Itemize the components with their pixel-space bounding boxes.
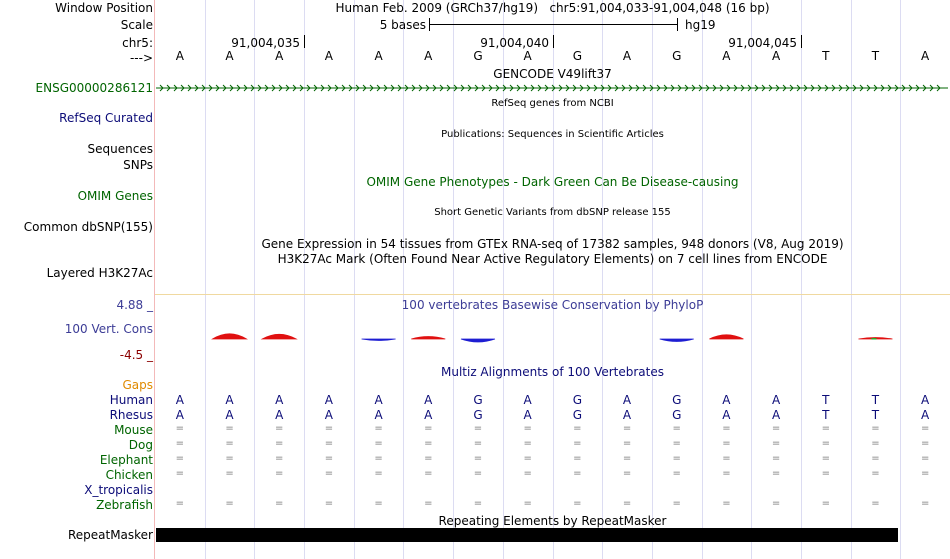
human-base: T: [871, 393, 880, 407]
alignment-mark: =: [225, 438, 234, 449]
human-base: G: [672, 393, 682, 407]
alignment-mark: =: [523, 468, 532, 479]
alignment-mark: =: [920, 423, 930, 434]
refseq-title: RefSeq genes from NCBI: [491, 98, 614, 109]
phylop-score-mark: [411, 337, 445, 340]
alignment-mark: =: [821, 468, 830, 479]
species-label-mouse[interactable]: Mouse: [114, 423, 153, 437]
refseq-label[interactable]: RefSeq Curated: [59, 111, 153, 125]
alignment-mark: =: [672, 468, 681, 479]
alignment-mark: =: [672, 498, 681, 509]
alignment-mark: =: [672, 453, 681, 464]
reference-base: A: [175, 49, 184, 63]
alignment-mark: =: [374, 438, 383, 449]
dbsnp-title: Short Genetic Variants from dbSNP release 155: [434, 207, 671, 218]
alignment-mark: =: [622, 438, 632, 449]
alignment-mark: =: [821, 423, 830, 434]
phylop-score-mark: [461, 339, 495, 342]
reference-base: A: [722, 49, 731, 63]
alignment-mark: =: [573, 423, 582, 434]
phylop-score-mark: [660, 339, 694, 342]
human-base: G: [572, 393, 582, 407]
coordinate-tick-label: 91,004,045: [728, 36, 797, 50]
alignment-mark: =: [573, 453, 582, 464]
species-label-dog[interactable]: Dog: [128, 438, 153, 452]
alignment-mark: =: [771, 453, 781, 464]
snps-label[interactable]: SNPs: [123, 158, 153, 172]
alignment-mark: =: [473, 468, 483, 479]
reference-base: G: [572, 49, 582, 63]
phylop-max-label: 4.88 _: [116, 298, 153, 312]
human-base: A: [622, 393, 632, 407]
alignment-mark: =: [771, 438, 781, 449]
alignment-mark: =: [275, 453, 284, 464]
reference-base: T: [822, 49, 830, 63]
reference-base: A: [622, 49, 632, 63]
scale-text: 5 bases: [379, 18, 426, 32]
h3k27ac-title: H3K27Ac Mark (Often Found Near Active Regulatory Elements) on 7 cell lines from ENCODE: [277, 252, 828, 266]
alignment-mark: =: [672, 438, 681, 449]
alignment-mark: =: [920, 468, 930, 479]
alignment-mark: =: [275, 423, 284, 434]
phylop-label[interactable]: 100 Vert. Cons: [64, 322, 153, 336]
repeatmasker-title: Repeating Elements by RepeatMasker: [438, 514, 667, 528]
alignment-mark: =: [622, 468, 632, 479]
alignment-mark: =: [424, 468, 433, 479]
alignment-mark: =: [275, 468, 284, 479]
alignment-mark: =: [473, 438, 483, 449]
reference-base: A: [225, 49, 234, 63]
alignment-mark: =: [722, 468, 731, 479]
rhesus-base: A: [722, 408, 731, 422]
alignment-mark: =: [622, 498, 632, 509]
alignment-mark: =: [920, 498, 930, 509]
human-base: T: [822, 393, 830, 407]
repeat-element-block[interactable]: [156, 528, 898, 542]
alignment-mark: =: [523, 423, 532, 434]
phylop-title: 100 vertebrates Basewise Conservation by PhyloP: [401, 298, 704, 312]
species-label-x-tropicalis[interactable]: X_tropicalis: [84, 483, 153, 497]
rhesus-base: A: [225, 408, 234, 422]
species-label-rhesus[interactable]: Rhesus: [109, 408, 153, 422]
alignment-mark: =: [771, 498, 781, 509]
human-base: A: [424, 393, 433, 407]
alignment-mark: =: [424, 453, 433, 464]
alignment-mark: =: [175, 423, 185, 434]
species-label-chicken[interactable]: Chicken: [105, 468, 153, 482]
alignment-mark: =: [821, 453, 830, 464]
omim-label[interactable]: OMIM Genes: [77, 189, 153, 203]
rhesus-base: A: [374, 408, 383, 422]
alignment-mark: =: [771, 423, 781, 434]
alignment-mark: =: [175, 453, 185, 464]
human-base: A: [374, 393, 383, 407]
reference-base: A: [374, 49, 383, 63]
human-base: A: [771, 393, 781, 407]
rhesus-base: A: [324, 408, 334, 422]
reference-base: A: [921, 49, 930, 63]
alignment-mark: =: [722, 438, 731, 449]
human-base: A: [324, 393, 334, 407]
alignment-mark: =: [871, 468, 880, 479]
reference-base: A: [771, 49, 781, 63]
alignment-mark: =: [324, 468, 334, 479]
rhesus-base: A: [275, 408, 284, 422]
alignment-mark: =: [225, 453, 234, 464]
alignment-mark: =: [920, 453, 930, 464]
phylop-score-mark: [362, 339, 396, 341]
gaps-label[interactable]: Gaps: [122, 378, 153, 392]
rhesus-base: G: [572, 408, 582, 422]
rhesus-base: T: [822, 408, 830, 422]
alignment-mark: =: [473, 423, 483, 434]
alignment-mark: =: [771, 468, 781, 479]
gencode-gene-label[interactable]: ENSG00000286121: [35, 81, 153, 95]
human-base: G: [473, 393, 483, 407]
alignment-mark: =: [523, 498, 532, 509]
alignment-mark: =: [622, 423, 632, 434]
alignment-mark: =: [871, 438, 880, 449]
alignment-mark: =: [225, 498, 234, 509]
human-base: A: [523, 393, 532, 407]
alignment-mark: =: [374, 498, 383, 509]
rhesus-base: G: [672, 408, 682, 422]
alignment-mark: =: [672, 423, 681, 434]
alignment-mark: =: [275, 498, 284, 509]
alignment-mark: =: [622, 453, 632, 464]
reference-base: A: [523, 49, 532, 63]
reference-base: A: [275, 49, 284, 63]
alignment-mark: =: [374, 423, 383, 434]
rhesus-base: A: [622, 408, 632, 422]
human-base: A: [275, 393, 284, 407]
alignment-mark: =: [275, 438, 284, 449]
coordinate-tick-label: 91,004,040: [480, 36, 549, 50]
human-base: A: [722, 393, 731, 407]
alignment-mark: =: [324, 438, 334, 449]
species-label-human[interactable]: Human: [109, 393, 153, 407]
phylop-min-label: -4.5 _: [119, 348, 153, 362]
alignment-mark: =: [573, 438, 582, 449]
alignment-mark: =: [324, 423, 334, 434]
alignment-mark: =: [374, 453, 383, 464]
reference-base: G: [672, 49, 682, 63]
reference-base: A: [324, 49, 334, 63]
alignment-mark: =: [473, 498, 483, 509]
alignment-mark: =: [920, 438, 930, 449]
alignment-mark: =: [821, 498, 830, 509]
alignment-mark: =: [324, 498, 334, 509]
species-label-elephant[interactable]: Elephant: [99, 453, 153, 467]
alignment-mark: =: [175, 498, 185, 509]
alignment-mark: =: [424, 423, 433, 434]
phylop-score-mark: [871, 338, 876, 340]
alignment-mark: =: [871, 453, 880, 464]
coordinate-tick-label: 91,004,035: [231, 36, 300, 50]
reference-base: G: [473, 49, 483, 63]
alignment-mark: =: [573, 498, 582, 509]
alignment-mark: =: [374, 468, 383, 479]
publications-label[interactable]: Sequences: [87, 142, 153, 156]
alignment-mark: =: [424, 498, 433, 509]
rhesus-base: A: [424, 408, 433, 422]
human-base: A: [225, 393, 234, 407]
alignment-mark: =: [871, 498, 880, 509]
rhesus-base: G: [473, 408, 483, 422]
chrom-label: chr5:: [122, 36, 153, 50]
alignment-mark: =: [324, 453, 334, 464]
strand-label: --->: [129, 51, 153, 65]
alignment-mark: =: [424, 438, 433, 449]
rhesus-base: A: [175, 408, 184, 422]
human-base: A: [175, 393, 184, 407]
alignment-mark: =: [175, 468, 185, 479]
gencode-title: GENCODE V49lift37: [493, 67, 612, 81]
window-position-label: Window Position: [55, 1, 153, 15]
multiz-title: Multiz Alignments of 100 Vertebrates: [440, 365, 665, 379]
alignment-mark: =: [523, 453, 532, 464]
assembly-position: Human Feb. 2009 (GRCh37/hg19) chr5:91,004,033-91,004,048 (16 bp): [335, 1, 770, 15]
species-label-zebrafish[interactable]: Zebrafish: [96, 498, 153, 512]
dbsnp-label[interactable]: Common dbSNP(155): [23, 220, 153, 234]
alignment-mark: =: [722, 423, 731, 434]
alignment-mark: =: [473, 453, 483, 464]
publications-title: Publications: Sequences in Scientific Articles: [441, 129, 664, 140]
repeatmasker-label[interactable]: RepeatMasker: [67, 528, 153, 542]
rhesus-base: A: [771, 408, 781, 422]
rhesus-base: T: [871, 408, 880, 422]
h3k27ac-label[interactable]: Layered H3K27Ac: [46, 266, 153, 280]
alignment-mark: =: [573, 468, 582, 479]
alignment-mark: =: [225, 423, 234, 434]
reference-base: A: [424, 49, 433, 63]
phylop-score-mark: [262, 334, 296, 339]
scale-label: Scale: [120, 18, 153, 32]
phylop-score-mark: [709, 335, 743, 339]
alignment-mark: =: [225, 468, 234, 479]
omim-title: OMIM Gene Phenotypes - Dark Green Can Be Disease-causing: [366, 175, 739, 189]
reference-base: T: [871, 49, 880, 63]
alignment-mark: =: [821, 438, 830, 449]
alignment-mark: =: [722, 498, 731, 509]
alignment-mark: =: [871, 423, 880, 434]
phylop-score-mark: [213, 334, 247, 339]
human-base: A: [921, 393, 930, 407]
scale-db: hg19: [685, 18, 716, 32]
rhesus-base: A: [523, 408, 532, 422]
alignment-mark: =: [722, 453, 731, 464]
gtex-title: Gene Expression in 54 tissues from GTEx RNA-seq of 17382 samples, 948 donors (V8, Aug 2019): [261, 237, 844, 251]
alignment-mark: =: [175, 438, 185, 449]
rhesus-base: A: [921, 408, 930, 422]
alignment-mark: =: [523, 438, 532, 449]
